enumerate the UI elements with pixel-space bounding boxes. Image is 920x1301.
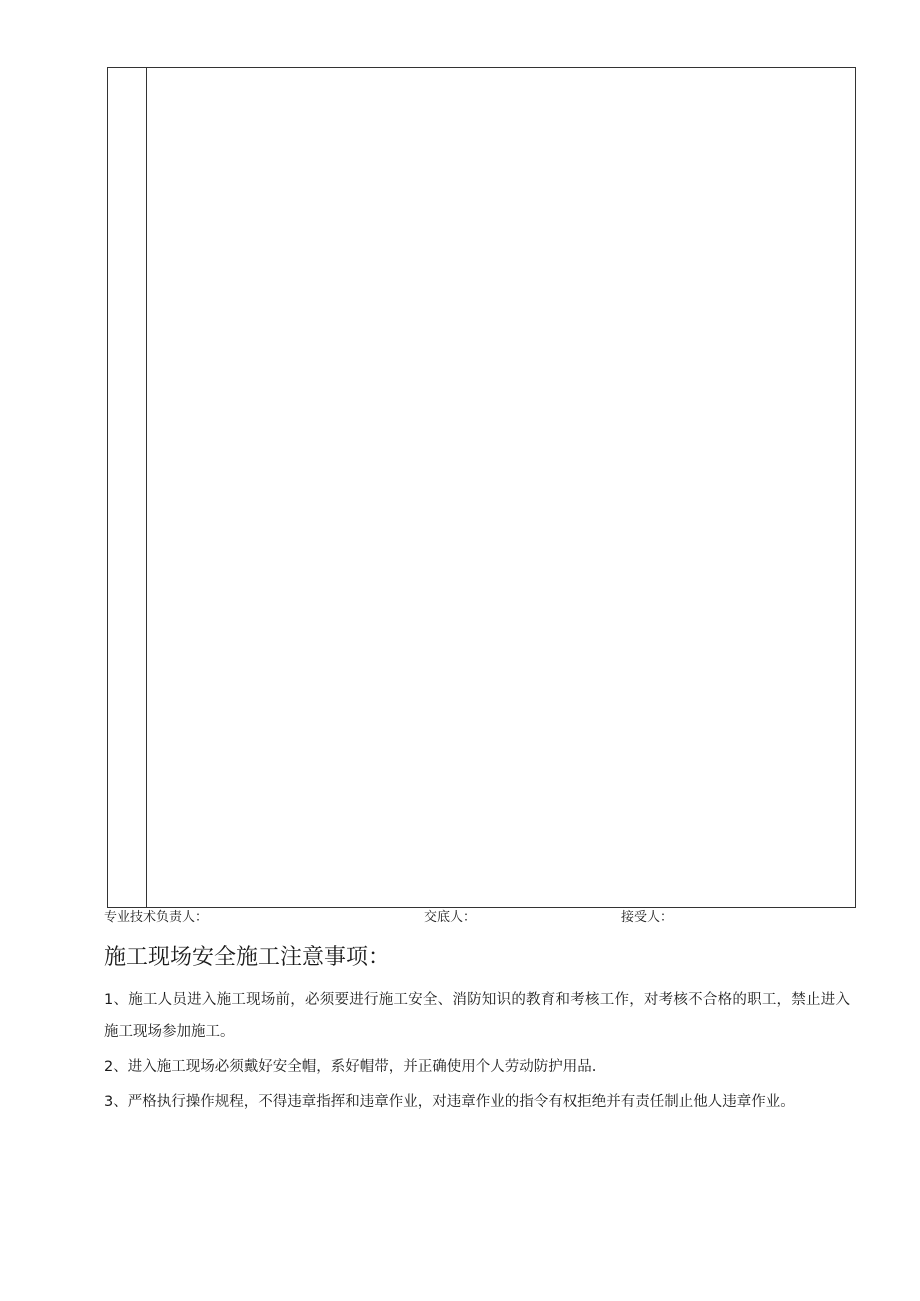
safety-notice-list (104, 984, 850, 1121)
list-item-text: 、施工人员进入施工现场前，必须要进行施工安全、消防知识的教育和考核工作，对考核不合格的职工，禁止进入施工现场参加施工。 (104, 992, 850, 1040)
list-item (104, 1051, 850, 1083)
presenter-signature-label: 交底人： (424, 910, 477, 925)
list-item-number: 1 (104, 992, 114, 1008)
list-item-number: 2 (104, 1059, 114, 1075)
list-item-text: 、进入施工现场必须戴好安全帽，系好帽带，并正确使用个人劳动防护用品. (113, 1059, 597, 1075)
list-item (104, 984, 850, 1048)
disclosure-content-table (107, 67, 856, 908)
list-item-text: 、严格执行操作规程，不得违章指挥和违章作业，对违章作业的指令有权拒绝并有责任制止他人违章作业。 (113, 1094, 795, 1110)
safety-notice-title: 施工现场安全施工注意事项： (104, 945, 391, 970)
list-item-number: 3 (104, 1094, 114, 1110)
receiver-signature-label: 接受人： (621, 910, 674, 925)
table-column-divider (146, 68, 147, 907)
list-item (104, 1086, 850, 1118)
tech-lead-signature-label: 专业技术负责人： (104, 910, 209, 925)
